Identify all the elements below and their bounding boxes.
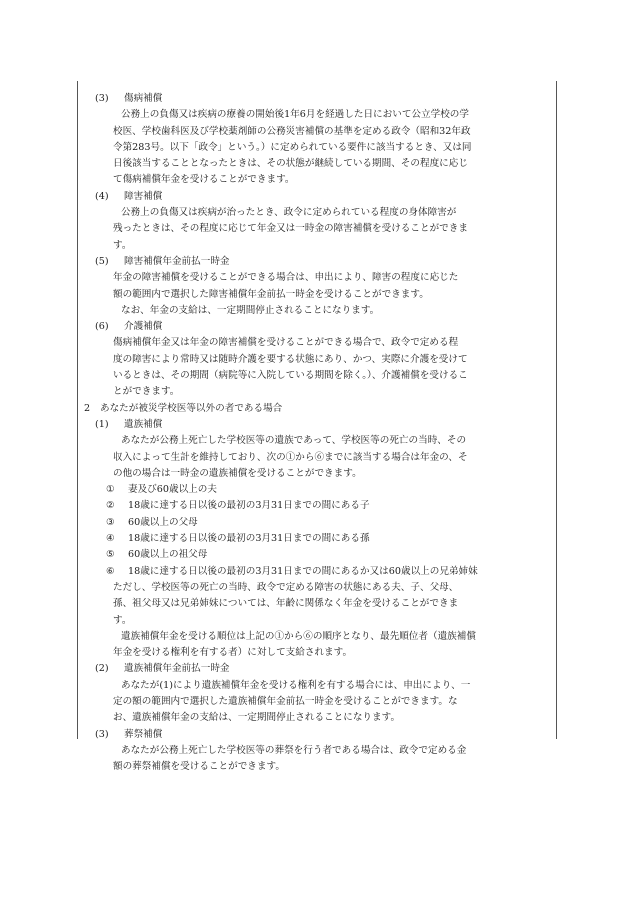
list-text: 18歳に達する日以後の最初の3月31日までの間にある孫: [128, 533, 370, 545]
paragraph-line: 公務上の負傷又は疾病の療養の開始後1年6月を経過した日において公立学校の学: [121, 109, 469, 121]
paragraph-line: とができます。: [113, 386, 180, 398]
heading-title: 遺族補償: [124, 418, 163, 430]
heading-title: 障害補償年金前払一時金: [124, 255, 230, 267]
list-number: ④: [106, 533, 115, 545]
paragraph-line: いるときは、その期間（病院等に入院している期間を除く。）、介護補償を受けるこ: [113, 370, 468, 382]
paragraph-line: 校医、学校歯科医及び学校薬剤師の公務災害補償の基準を定める政令（昭和32年政: [113, 125, 471, 137]
paragraph-line: 額の範囲内で選択した障害補償年金前払一時金を受けることができます。: [113, 288, 429, 300]
list-item: [84, 531, 550, 547]
heading-survivor-advance: [84, 661, 550, 677]
paragraph-line: 令第283号。以下「政令」という。）に定められている要件に該当するとき、又は同: [113, 141, 472, 153]
list-number: ⑥: [106, 565, 115, 577]
list-text: 18歳に達する日以後の最初の3月31日までの間にある子: [128, 500, 370, 512]
heading-number: (5): [95, 255, 109, 267]
paragraph-line: あなたが公務上死亡した学校医等の遺族であって、学校医等の死亡の当時、その: [121, 435, 467, 447]
section-number: 2: [84, 402, 91, 414]
paragraph-line: す。: [113, 614, 132, 626]
paragraph-line: あなたが公務上死亡した学校医等の葬祭を行う者である場合は、政令で定める金: [121, 744, 467, 756]
heading-title: 遺族補償年金前払一時金: [124, 663, 230, 675]
paragraph-line: 年金の障害補償を受けることができる場合は、申出により、障害の程度に応じた: [113, 272, 459, 284]
list-item: [84, 564, 550, 580]
heading-number: (6): [95, 321, 109, 333]
section-title: あなたが被災学校医等以外の者である場合: [100, 402, 283, 414]
paragraph-line: お、遺族補償年金の支給は、一定期間停止されることになります。: [113, 712, 401, 724]
list-text: 60歳以上の父母: [128, 516, 198, 528]
document-body: [84, 91, 550, 775]
heading-title: 傷病補償: [124, 93, 163, 104]
heading-title: 障害補償: [124, 190, 163, 202]
heading-number: (3): [95, 728, 109, 740]
heading-number: (3): [95, 93, 109, 104]
list-item: [84, 547, 550, 563]
list-item: [84, 482, 550, 498]
paragraph-line: 傷病補償年金又は年金の障害補償を受けることができる場合で、政令で定める程: [113, 337, 459, 349]
paragraph-line: ただし、学校医等の死亡の当時、政令で定める障害の状態にある夫、子、父母、: [113, 581, 459, 593]
paragraph-line: 額の葬祭補償を受けることができます。: [113, 761, 285, 773]
heading-number: (4): [95, 190, 109, 202]
heading-injury-compensation: [84, 91, 550, 107]
heading-title: 葬祭補償: [124, 728, 163, 740]
list-text: 妻及び60歳以上の夫: [128, 484, 217, 496]
heading-funeral-compensation: [84, 727, 550, 743]
paragraph-line: 遺族補償年金を受ける順位は上記の①から⑥の順序となり、最先順位者（遺族補償: [121, 630, 476, 642]
paragraph-line: の他の場合は一時金の遺族補償を受けることができます。: [113, 467, 362, 479]
heading-number: (1): [95, 418, 109, 430]
list-number: ③: [106, 516, 115, 528]
heading-survivor-compensation: [84, 417, 550, 433]
list-item: [84, 515, 550, 531]
heading-disability-compensation: [84, 189, 550, 205]
paragraph-line: 残ったときは、その程度に応じて年金又は一時金の障害補償を受けることができま: [113, 223, 468, 235]
paragraph-line: 定の額の範囲内で選択した遺族補償年金前払一時金を受けることができます。な: [113, 695, 458, 707]
paragraph-line: 公務上の負傷又は疾病が治ったとき、政令に定められている程度の身体障害が: [121, 207, 457, 219]
heading-disability-advance: [84, 254, 550, 270]
heading-number: (2): [95, 663, 109, 675]
heading-care-compensation: [84, 319, 550, 335]
paragraph-line: なお、年金の支給は、一定期間停止されることになります。: [121, 304, 380, 316]
paragraph-line: 日後該当することとなったときは、その状態が継続している期間、その程度に応じ: [113, 158, 468, 170]
paragraph-line: 孫、祖父母又は兄弟姉妹については、年齢に関係なく年金を受けることができま: [113, 598, 459, 610]
paragraph-line: す。: [113, 239, 132, 251]
paragraph-line: 収入によって生計を維持しており、次の①から⑥までに該当する場合は年金の、そ: [113, 451, 468, 463]
list-item: [84, 498, 550, 514]
list-text: 60歳以上の祖父母: [128, 549, 208, 561]
list-number: ①: [106, 484, 115, 496]
paragraph-line: あなたが(1)により遺族補償年金を受ける権利を有する場合には、申出により、一: [121, 679, 471, 691]
paragraph-line: て傷病補償年金を受けることができます。: [113, 174, 295, 186]
list-number: ②: [106, 500, 115, 512]
list-text: 18歳に達する日以後の最初の3月31日までの間にあるか又は60歳以上の兄弟姉妹: [128, 565, 478, 577]
section-heading-2: [84, 401, 550, 417]
list-number: ⑤: [106, 549, 115, 561]
paragraph-line: 年金を受ける権利を有する者）に対して支給されます。: [113, 647, 353, 659]
heading-title: 介護補償: [124, 321, 163, 333]
paragraph-line: 度の障害により常時又は随時介護を要する状態にあり、かつ、実際に介護を受けて: [113, 353, 468, 365]
